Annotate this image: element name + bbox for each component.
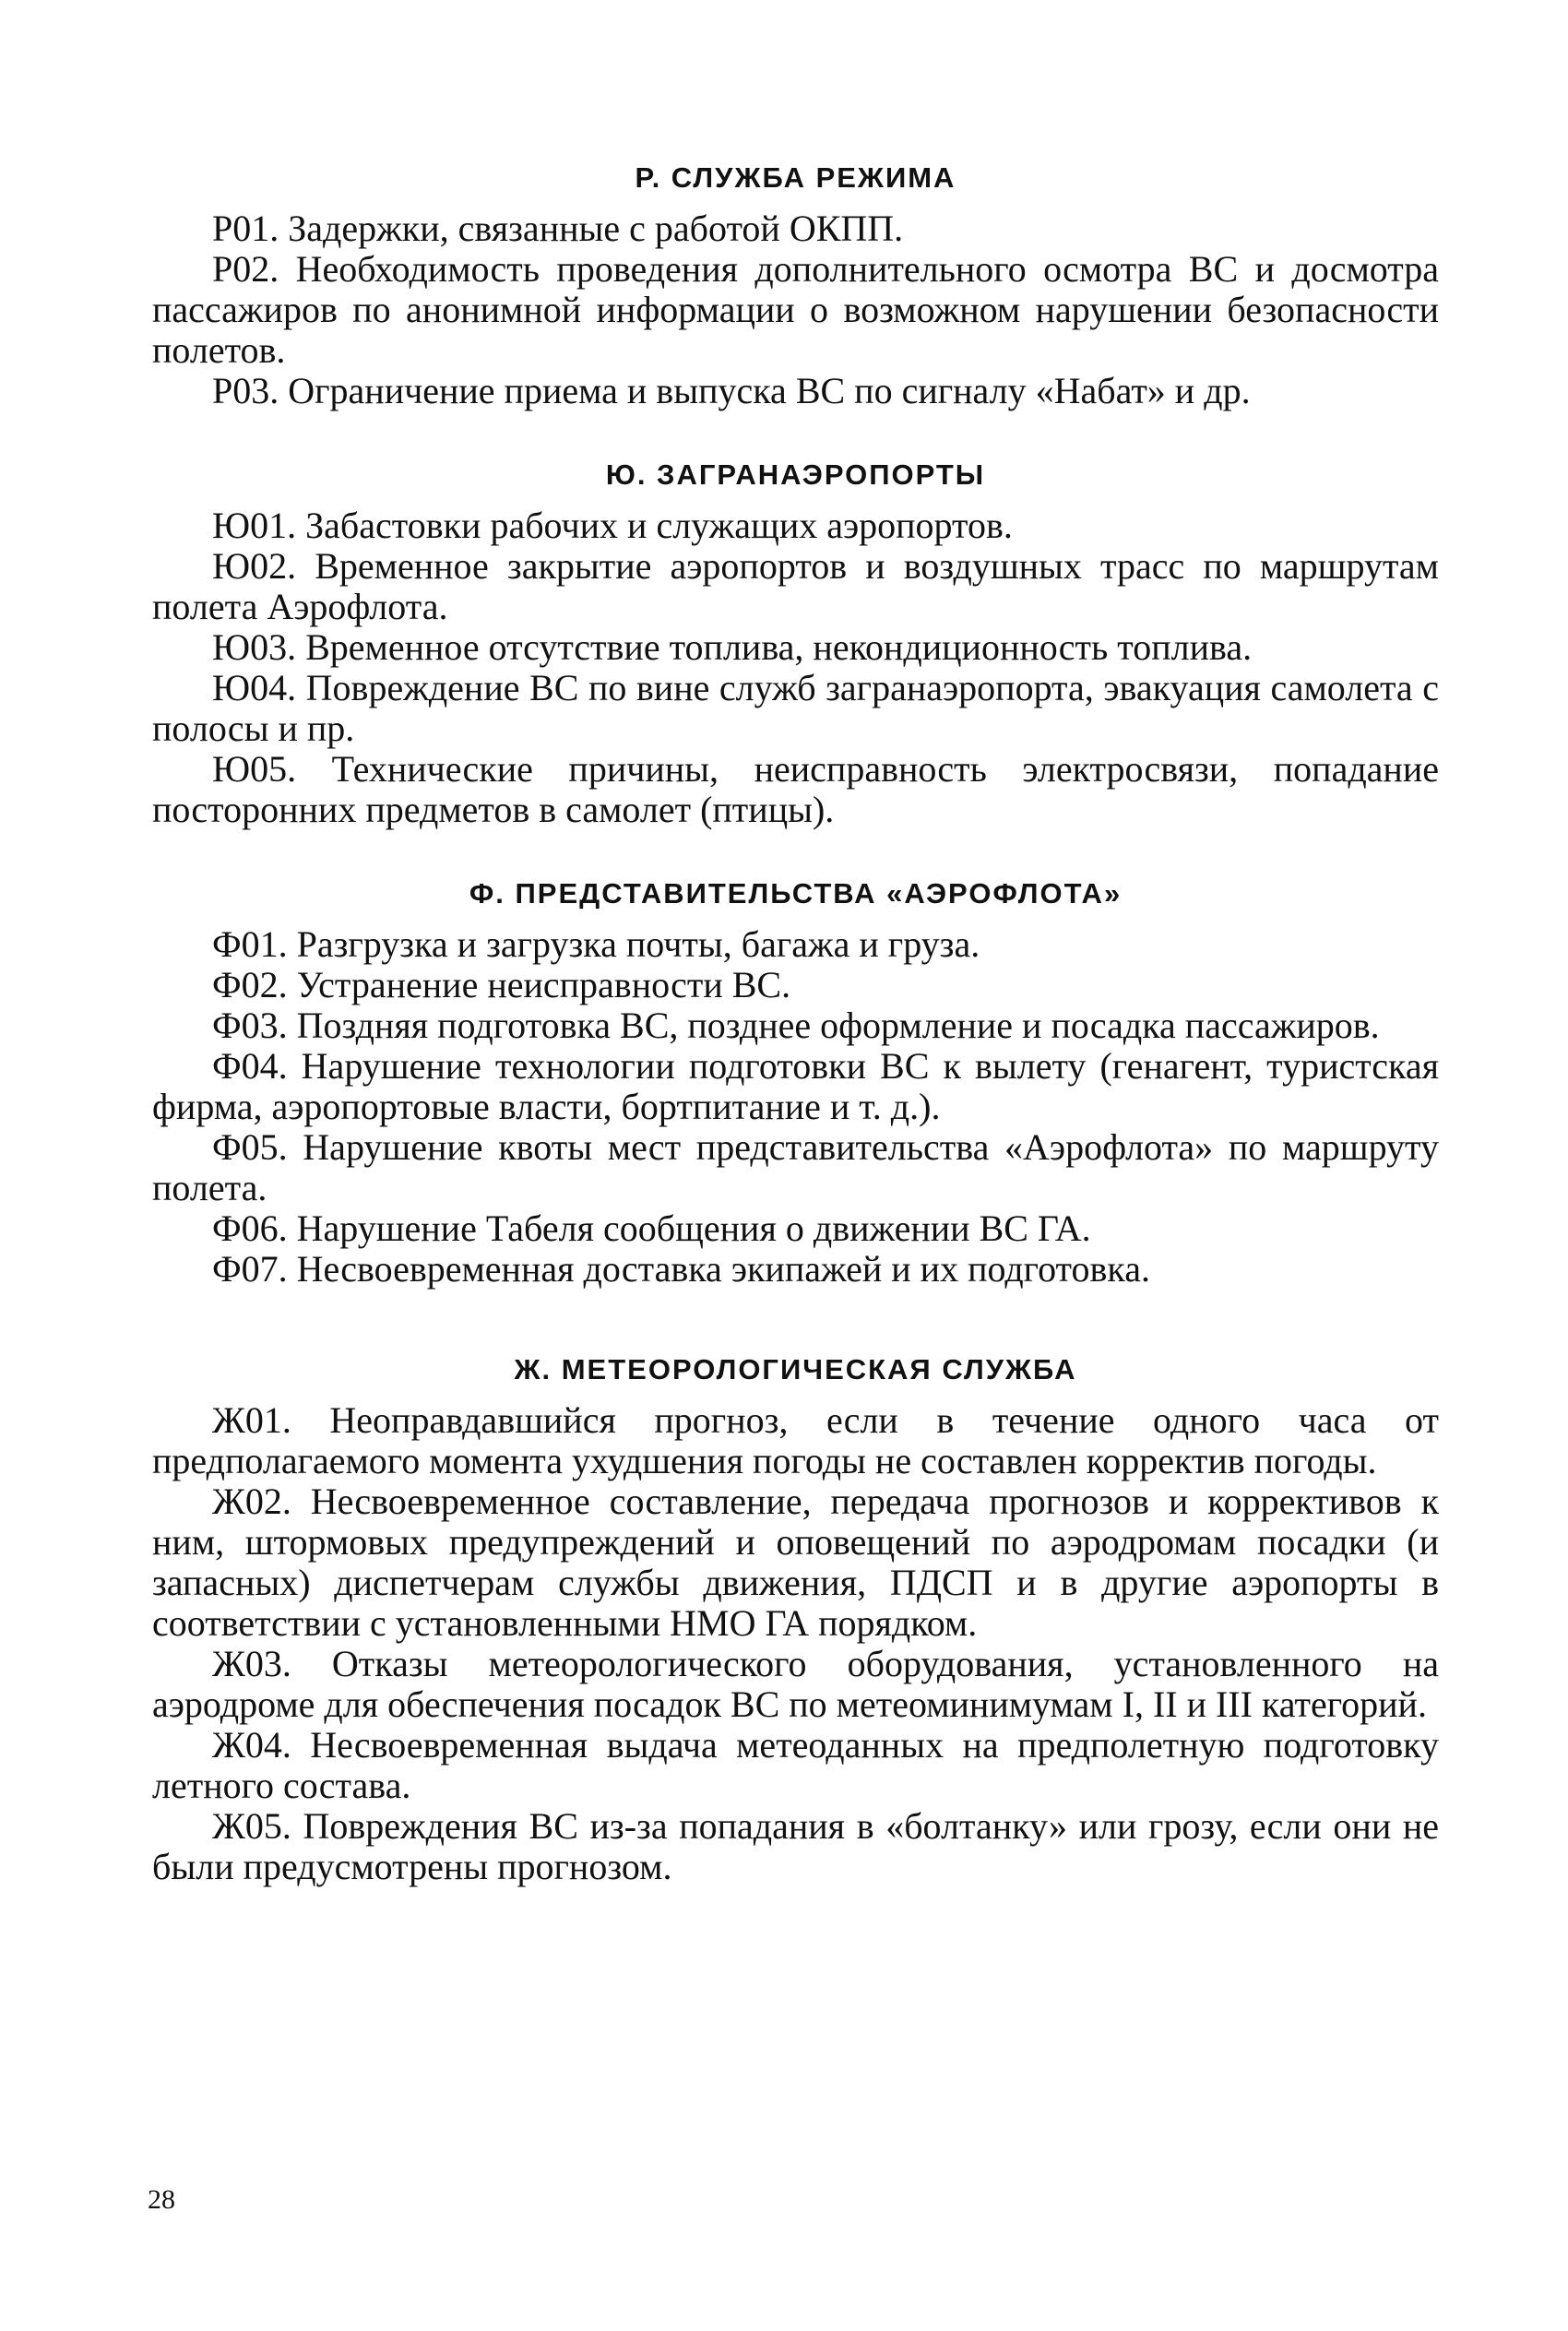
- section-title-meteorological-service: Ж. МЕТЕОРОЛОГИЧЕСКАЯ СЛУЖБА: [514, 1353, 1077, 1386]
- entry-f02: Ф02. Устранение неисправности ВС.: [212, 964, 791, 1005]
- entry-r01: Р01. Задержки, связанные с работой ОКПП.: [212, 208, 904, 249]
- entry-zh04: Ж04. Несвоевременная выдача метеоданных на предполетную подготовку летного состава.: [152, 1724, 1439, 1806]
- entry-yu05: Ю05. Технические причины, неисправность электросвязи, попадание посторонних предметов в самолет (птицы).: [152, 748, 1439, 830]
- entry-yu02: Ю02. Временное закрытие аэропортов и воздушных трасс по маршрутам полета Аэрофлота.: [152, 545, 1439, 627]
- section-title-regime: Р. СЛУЖБА РЕЖИМА: [635, 161, 956, 194]
- entry-f07: Ф07. Несвоевременная доставка экипажей и их подготовка.: [212, 1248, 1150, 1290]
- entry-r03: Р03. Ограничение приема и выпуска ВС по сигналу «Набат» и др.: [212, 370, 1251, 411]
- section-title-aeroflot-offices: Ф. ПРЕДСТАВИТЕЛЬСТВА «АЭРОФЛОТА»: [469, 877, 1123, 910]
- entry-f03: Ф03. Поздняя подготовка ВС, позднее оформление и посадка пассажиров.: [212, 1005, 1380, 1046]
- entry-yu03: Ю03. Временное отсутствие топлива, некондиционность топлива.: [212, 626, 1253, 668]
- entry-f01: Ф01. Разгрузка и загрузка почты, багажа и груза.: [212, 923, 980, 965]
- entry-zh01: Ж01. Неоправдавшийся прогноз, если в течение одного часа от предполагаемого момента ухудшения погоды не составлен корректив погоды.: [152, 1399, 1439, 1481]
- entry-zh05: Ж05. Повреждения ВС из-за попадания в «болтанку» или грозу, если они не были предусмотрены прогнозом.: [152, 1805, 1439, 1887]
- entry-f06: Ф06. Нарушение Табеля сообщения о движении ВС ГА.: [212, 1207, 1091, 1249]
- entry-f04: Ф04. Нарушение технологии подготовки ВС к вылету (генагент, туристская фирма, аэропортовые власти, бортпитание и т. д.).: [152, 1045, 1439, 1127]
- entry-zh02: Ж02. Несвоевременное составление, передача прогнозов и коррективов к ним, штормовых предупреждений и оповещений по аэродромам посадки (и запасных) диспетчерам службы движения, ПДСП и в другие аэропорты в соответствии с установленными НМО ГА порядком.: [152, 1481, 1439, 1644]
- entry-r02: Р02. Необходимость проведения дополнительного осмотра ВС и досмотра пассажиров по анонимной информации о возможном нарушении безопасности полетов.: [152, 248, 1439, 371]
- section-title-foreign-airports: Ю. ЗАГРАНАЭРОПОРТЫ: [605, 458, 986, 491]
- entry-f05: Ф05. Нарушение квоты мест представительства «Аэрофлота» по маршруту полета.: [152, 1126, 1439, 1208]
- entry-yu01: Ю01. Забастовки рабочих и служащих аэропортов.: [212, 505, 1013, 546]
- page-number: 28: [148, 2184, 175, 2215]
- entry-zh03: Ж03. Отказы метеорологического оборудования, установленного на аэродроме для обеспечения посадок ВС по метеоминимумам I, II и III категорий.: [152, 1643, 1439, 1725]
- document-page: [152, 148, 1439, 1887]
- entry-yu04: Ю04. Повреждение ВС по вине служб загранаэропорта, эвакуация самолета с полосы и пр.: [152, 667, 1439, 749]
